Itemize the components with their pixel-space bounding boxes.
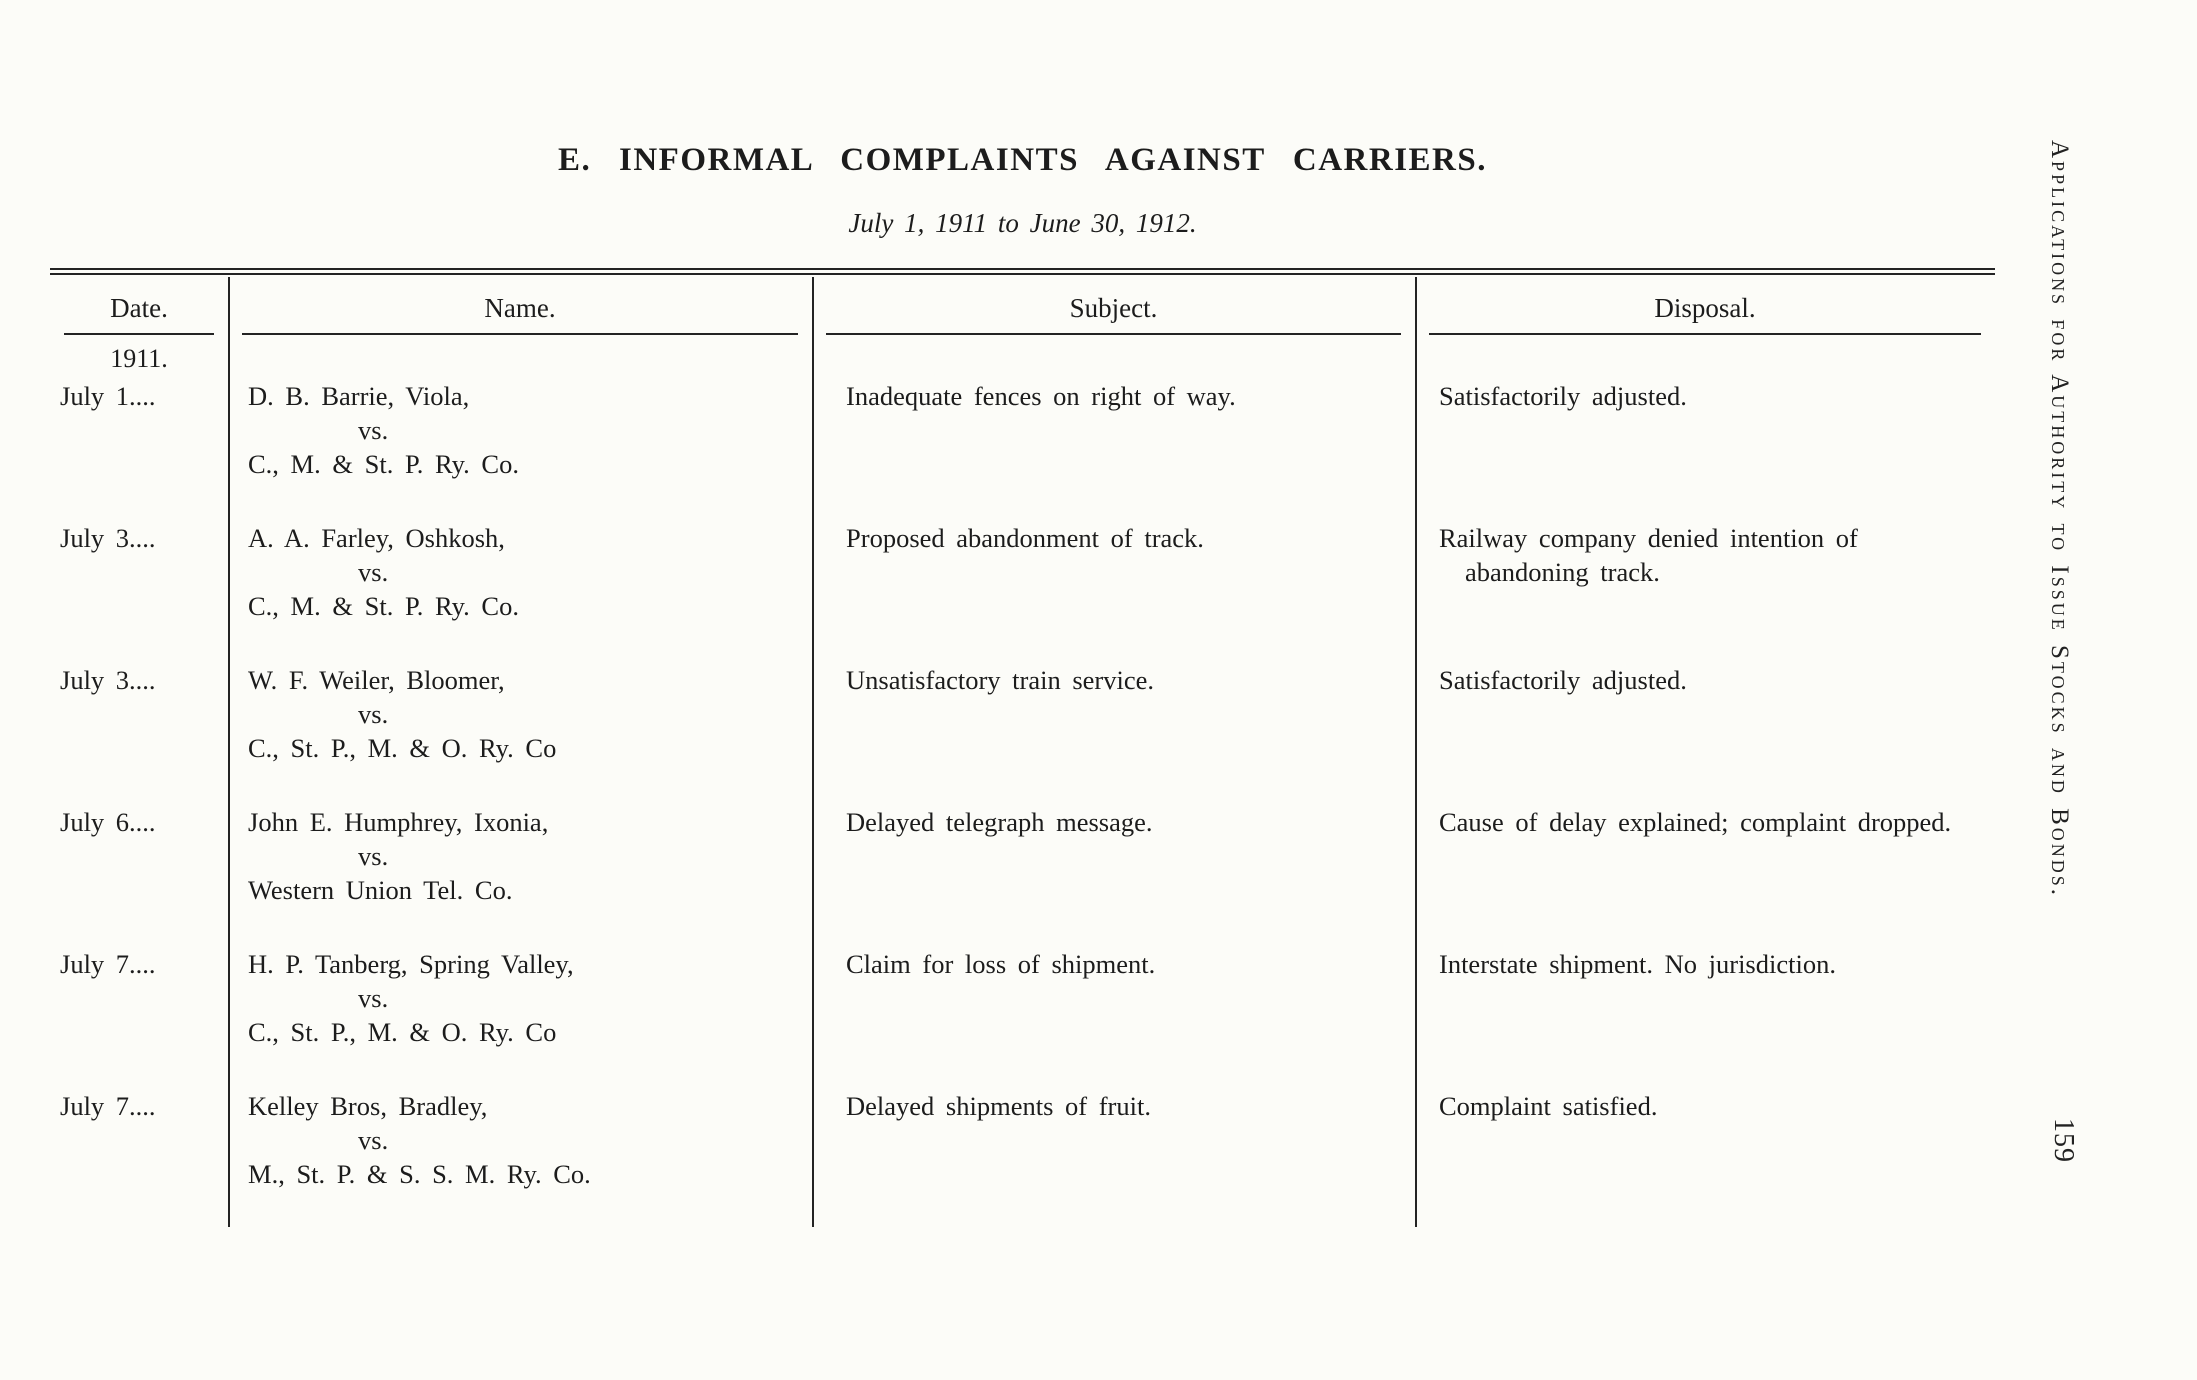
date-cell: July 6....	[60, 807, 156, 837]
name-cell	[228, 379, 812, 481]
table-row	[50, 663, 1995, 765]
complainant: John E. Humphrey, Ixonia,	[248, 807, 549, 837]
column-divider	[812, 277, 814, 1227]
disposal-cell: Interstate shipment. No jurisdiction.	[1439, 949, 1836, 979]
year-row	[50, 339, 1995, 379]
respondent: C., M. & St. P. Ry. Co.	[248, 449, 519, 479]
vs-label: vs.	[358, 983, 389, 1013]
table-row	[50, 521, 1995, 623]
date-cell: July 3....	[60, 665, 156, 695]
table-row	[50, 1089, 1995, 1191]
respondent: C., St. P., M. & O. Ry. Co	[248, 733, 557, 763]
complainant: H. P. Tanberg, Spring Valley,	[248, 949, 574, 979]
column-divider	[1415, 277, 1417, 1227]
page-number: 159	[2048, 1118, 2079, 1163]
name-cell	[228, 663, 812, 765]
respondent: Western Union Tel. Co.	[248, 875, 513, 905]
date-cell: July 1....	[60, 381, 156, 411]
subject-cell: Proposed abandonment of track.	[846, 523, 1204, 553]
disposal-cell: Complaint satisfied.	[1439, 1091, 1658, 1121]
name-cell	[228, 521, 812, 623]
date-cell: July 7....	[60, 1091, 156, 1121]
col-header-disposal: Disposal.	[1415, 293, 1995, 335]
col-header-name: Name.	[228, 293, 812, 335]
subject-cell: Inadequate fences on right of way.	[846, 381, 1236, 411]
complainant: Kelley Bros, Bradley,	[248, 1091, 488, 1121]
side-margin-label: Applications for Authority to Issue Stocks and Bonds.	[2046, 140, 2073, 899]
respondent: C., St. P., M. & O. Ry. Co	[248, 1017, 557, 1047]
disposal-cell: Satisfactorily adjusted.	[1439, 665, 1687, 695]
disposal-cell: Satisfactorily adjusted.	[1439, 381, 1687, 411]
table-row	[50, 379, 1995, 481]
col-header-date: Date.	[50, 293, 228, 335]
column-divider	[228, 277, 230, 1227]
date-cell: July 3....	[60, 523, 156, 553]
subject-cell: Delayed telegraph message.	[846, 807, 1153, 837]
respondent: C., M. & St. P. Ry. Co.	[248, 591, 519, 621]
vs-label: vs.	[358, 1125, 389, 1155]
name-cell	[228, 805, 812, 907]
col-header-subject: Subject.	[812, 293, 1415, 335]
name-cell	[228, 947, 812, 1049]
complainant: D. B. Barrie, Viola,	[248, 381, 470, 411]
complainant: W. F. Weiler, Bloomer,	[248, 665, 505, 695]
table-body	[50, 335, 1995, 1191]
vs-label: vs.	[358, 841, 389, 871]
respondent: M., St. P. & S. S. M. Ry. Co.	[248, 1159, 591, 1189]
subject-cell: Delayed shipments of fruit.	[846, 1091, 1151, 1121]
disposal-cell: Railway company denied intention of abandoning track.	[1439, 523, 1858, 587]
year-label: 1911.	[110, 344, 168, 373]
vs-label: vs.	[358, 415, 389, 445]
page-title: E. INFORMAL COMPLAINTS AGAINST CARRIERS.	[557, 142, 1487, 178]
complainant: A. A. Farley, Oshkosh,	[248, 523, 505, 553]
subject-cell: Unsatisfactory train service.	[846, 665, 1155, 695]
vs-label: vs.	[358, 557, 389, 587]
table-header-row	[50, 275, 1995, 335]
subject-cell: Claim for loss of shipment.	[846, 949, 1156, 979]
name-cell	[228, 1089, 812, 1191]
complaints-table	[50, 268, 1995, 1231]
table-row	[50, 947, 1995, 1049]
date-cell: July 7....	[60, 949, 156, 979]
vs-label: vs.	[358, 699, 389, 729]
table-row	[50, 805, 1995, 907]
top-double-rule	[50, 268, 1995, 275]
page-subtitle: July 1, 1911 to June 30, 1912.	[848, 208, 1197, 238]
disposal-cell: Cause of delay explained; complaint dropped.	[1439, 807, 1952, 837]
